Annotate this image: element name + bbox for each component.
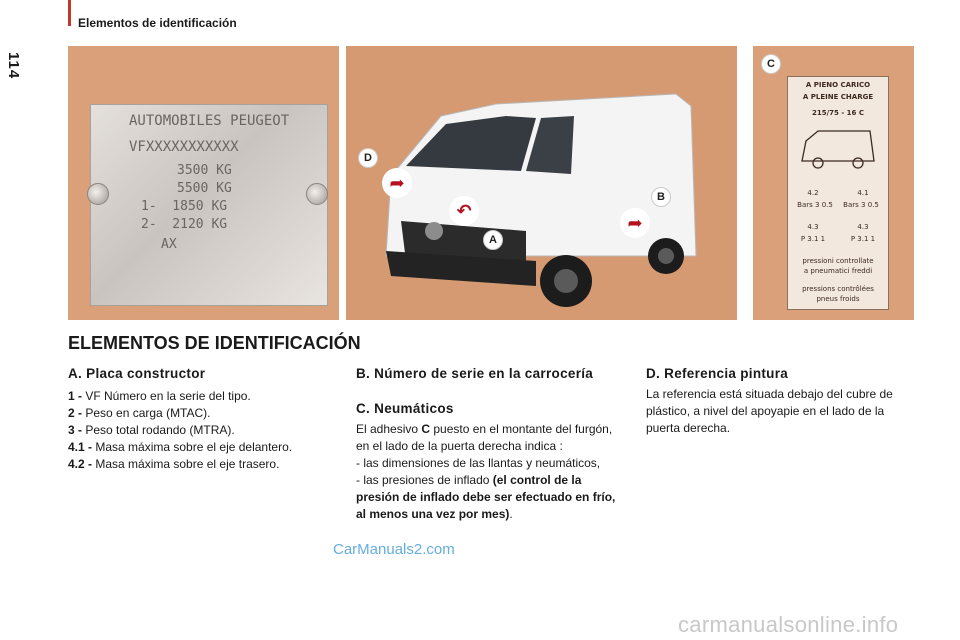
spec-item [68, 388, 338, 405]
section-b-title: B. Número de serie en la carrocería [356, 366, 594, 381]
section-a-title: A. Placa constructor [68, 366, 206, 381]
section-c-body [356, 421, 628, 523]
plate-line: AUTOMOBILES PEUGEOT [129, 113, 290, 129]
plate-line: 1- 1850 KG [141, 199, 228, 214]
text-run: puesto en el montante del furgón, en el lado de la puerta derecha indica : [356, 422, 613, 453]
plate-line: VFXXXXXXXXXXX [129, 139, 239, 155]
sticker-row: pneus froids [816, 295, 860, 303]
sticker-row: A PIENO CARICO [805, 81, 871, 89]
spec-number: 2 - [68, 406, 83, 420]
spec-item [68, 422, 338, 439]
sticker-row: pressions contrôlées [802, 285, 874, 293]
text-run-bold: C [421, 422, 431, 436]
spec-item [68, 439, 338, 456]
sticker-row: a pneumatici freddi [803, 267, 873, 275]
plate [90, 104, 328, 306]
plate-rivet [306, 183, 328, 205]
sticker-row: Bars 3 0.5 [797, 201, 833, 209]
section-a-list [68, 388, 338, 473]
spec-text: Peso en carga (MTAC). [82, 406, 211, 420]
plate-line: AX [161, 237, 177, 252]
section-d-title: D. Referencia pintura [646, 366, 789, 381]
spec-item [68, 405, 338, 422]
arrow-a-icon: ↶ [449, 196, 479, 226]
text-run: - las presiones de inflado [356, 473, 493, 487]
spec-number: 1 - [68, 389, 83, 403]
marker-a: A [483, 230, 503, 250]
section-c-title: C. Neumáticos [356, 401, 454, 416]
section-d-body: La referencia está situada debajo del cubre de plástico, a nivel del apoyapie en el lado de la puerta derecha. [646, 387, 893, 435]
plate-line: 5500 KG [177, 181, 232, 196]
sticker-row: A PLEINE CHARGE [802, 93, 874, 101]
header-accent-bar [68, 0, 71, 26]
text-run: El adhesivo [356, 422, 422, 436]
spec-number: 4.2 - [68, 457, 93, 471]
sticker-row: P 3.1 1 [800, 235, 826, 243]
section-c-bullet-1 [356, 455, 628, 472]
arrow-d-icon: ➦ [382, 168, 412, 198]
spec-number: 4.1 - [68, 440, 93, 454]
arrow-b-icon: ➦ [620, 208, 650, 238]
section-c-bullet-2 [356, 472, 628, 523]
sticker-row: 215/75 - 16 C [811, 109, 864, 117]
sticker-row: pressioni controllate [802, 257, 874, 265]
page-number: 114 [5, 52, 22, 80]
sticker-row: 4.1 [857, 189, 869, 197]
sticker-row: P 3.1 1 [850, 235, 876, 243]
van-outline-icon [798, 125, 878, 175]
sticker-row: 4.2 [807, 189, 819, 197]
text-run-bold: (el control de la presión de inflado debe ser efectuado en frío, al menos una vez por mes) [356, 473, 616, 521]
marker-d: D [358, 148, 378, 168]
header-title: Elementos de identificación [78, 16, 237, 30]
section-c-intro [356, 421, 628, 455]
marker-c: C [761, 54, 781, 74]
text-run: . [509, 507, 513, 521]
spec-text: Masa máxima sobre el eje delantero. [92, 440, 293, 454]
spec-item [68, 456, 338, 473]
footer-logo: carmanualsonline.info [678, 612, 899, 637]
plate-line: 3500 KG [177, 163, 232, 178]
sticker-row: 4.3 [807, 223, 819, 231]
page-title: ELEMENTOS DE IDENTIFICACIÓN [68, 333, 361, 353]
spec-text: Peso total rodando (MTRA). [82, 423, 235, 437]
tyre-pressure-sticker [787, 76, 889, 310]
sticker-row: Bars 3 0.5 [843, 201, 879, 209]
text-run: - las dimensiones de las llantas y neumáticos, [356, 456, 601, 470]
spec-text: VF Número en la serie del tipo. [82, 389, 251, 403]
plate-line: 2- 2120 KG [141, 217, 228, 232]
figure-tyre-sticker [753, 46, 914, 320]
marker-b: B [651, 187, 671, 207]
figure-manufacturer-plate [68, 46, 339, 320]
figure-van [346, 46, 737, 320]
plate-rivet [87, 183, 109, 205]
spec-number: 3 - [68, 423, 83, 437]
spec-text: Masa máxima sobre el eje trasero. [92, 457, 280, 471]
watermark: CarManuals2.com [333, 541, 455, 558]
sticker-row: 4.3 [857, 223, 869, 231]
